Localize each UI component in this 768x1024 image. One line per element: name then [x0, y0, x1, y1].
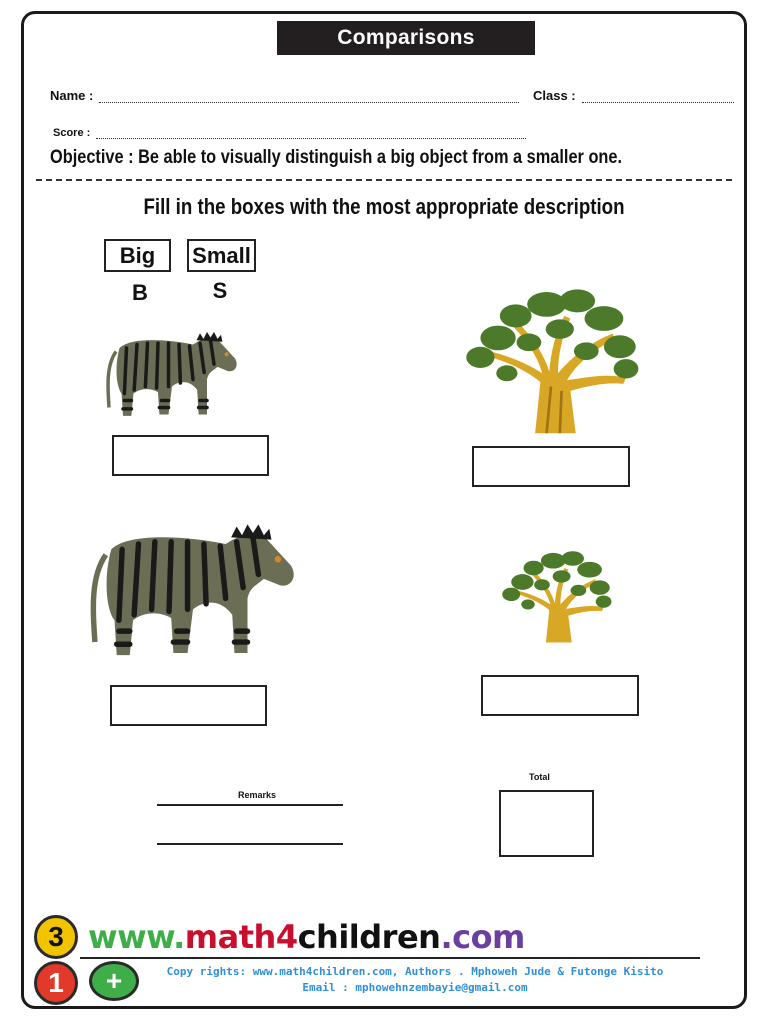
small-tree-image [500, 548, 612, 644]
answer-box-small-zebra[interactable] [112, 435, 269, 476]
badge-one [34, 961, 78, 1005]
brand-underline [80, 957, 700, 959]
key-big-word: Big [119, 242, 156, 268]
answer-box-small-tree[interactable] [481, 675, 639, 716]
zebra-figure [108, 332, 237, 416]
class-label: Class : [533, 88, 576, 103]
name-field[interactable] [50, 88, 519, 103]
key-small [187, 239, 256, 272]
answer-box-big-zebra[interactable] [110, 685, 267, 726]
dashed-divider [36, 179, 732, 181]
score-field[interactable] [53, 126, 526, 139]
instruction-label: Fill in the boxes with the most appropriate description [143, 194, 625, 219]
badge-one-label: 1 [48, 967, 64, 998]
key-small-word: Small [192, 242, 251, 268]
remarks-line-2[interactable] [157, 843, 343, 845]
total-label: Total [529, 772, 550, 782]
badge-plus-label: + [105, 965, 123, 996]
big-zebra-image [84, 520, 302, 666]
key-big-letter: B [132, 280, 148, 305]
tree-figure-small [502, 551, 611, 642]
score-blank[interactable] [96, 126, 526, 139]
logo-digit: 4 [275, 918, 298, 956]
zebra-figure-large [93, 524, 293, 655]
key-big [104, 239, 171, 272]
class-field[interactable] [533, 88, 734, 103]
logo-suffix: .com [440, 918, 525, 956]
name-blank[interactable] [99, 90, 519, 103]
instruction-text [0, 194, 768, 220]
badge-plus [89, 961, 139, 1001]
logo-prefix: www. [88, 918, 185, 956]
score-label: Score : [53, 127, 91, 139]
page-title: Comparisons [277, 21, 535, 55]
small-zebra-image [102, 330, 242, 422]
key-small-letter: S [212, 278, 228, 303]
remarks-label: Remarks [238, 790, 277, 800]
class-blank[interactable] [582, 90, 734, 103]
site-logo [88, 918, 525, 956]
total-box[interactable] [499, 790, 594, 857]
badge-three-label: 3 [48, 921, 64, 952]
logo-part2: children [297, 918, 441, 956]
tree-figure [466, 289, 638, 433]
name-label: Name : [50, 88, 94, 103]
remarks-line-1[interactable] [157, 804, 343, 806]
email-text: Email : mphowehnzembayie@gmail.com [302, 981, 528, 994]
objective-text: Objective : Be able to visually distinguish a big object from a smaller one. [50, 147, 623, 168]
answer-box-big-tree[interactable] [472, 446, 630, 487]
badge-three [34, 915, 78, 959]
logo-part1: math [184, 918, 276, 956]
big-tree-image [462, 285, 640, 435]
copyright-text: Copy rights: www.math4children.com, Authors . Mphoweh Jude & Futonge Kisito [166, 965, 664, 978]
